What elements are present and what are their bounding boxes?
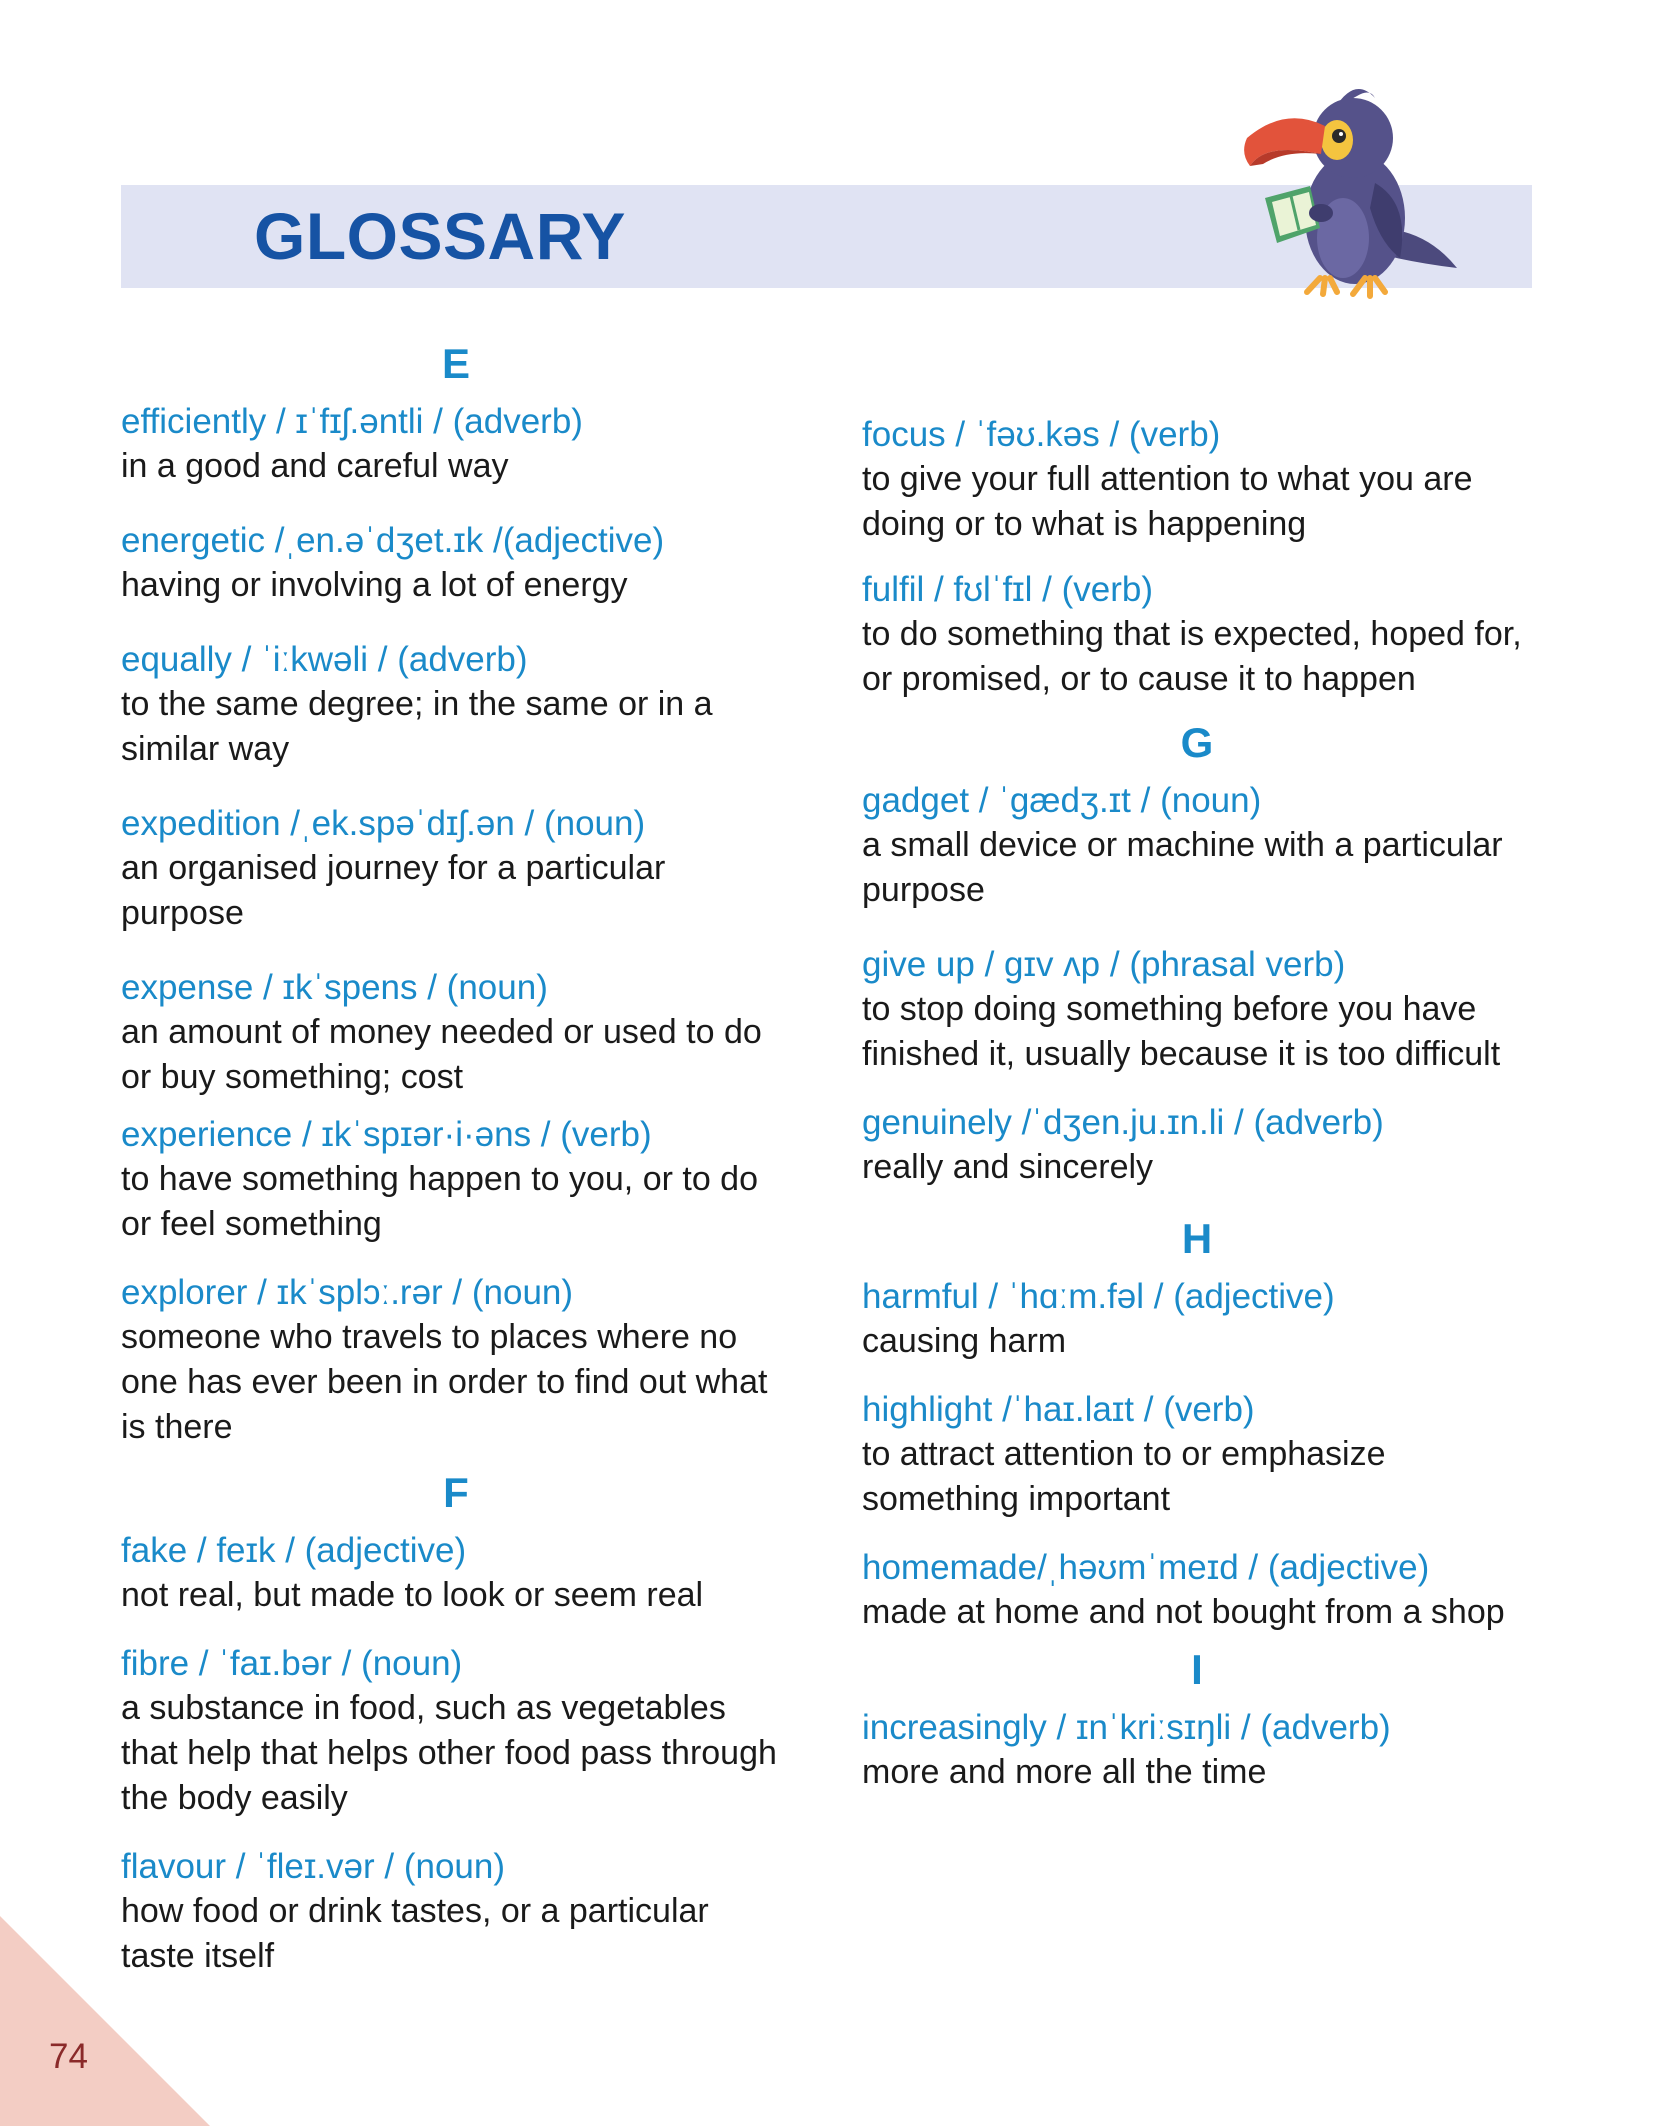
section-letter: H — [1181, 1215, 1213, 1262]
glossary-entry — [862, 1387, 1532, 1522]
section-letter: G — [1180, 719, 1214, 766]
entry-definition: to do something that is expected, hoped for, or promised, or to cause it to happen — [862, 615, 1522, 698]
entry-term: genuinely /ˈdʒen.ju.ɪn.li / (adverb) — [862, 1103, 1384, 1142]
section-letter: F — [443, 1469, 469, 1516]
glossary-column-left — [121, 335, 791, 1979]
glossary-entry — [862, 942, 1532, 1077]
section-letter: E — [441, 340, 470, 387]
entry-term: explorer / ɪkˈsplɔː.rər / (noun) — [121, 1273, 574, 1312]
entry-term: flavour / ˈfleɪ.vər / (noun) — [121, 1847, 505, 1886]
entry-definition: in a good and careful way — [121, 447, 509, 485]
toucan-reading-icon — [1225, 78, 1470, 300]
glossary-entry — [862, 1100, 1532, 1190]
entry-definition: to the same degree; in the same or in a similar way — [121, 685, 713, 768]
entry-term: gadget / ˈɡædʒ.ɪt / (noun) — [862, 781, 1262, 820]
entry-term: efficiently / ɪˈfɪʃ.əntli / (adverb) — [121, 402, 583, 441]
entry-definition: having or involving a lot of energy — [121, 566, 628, 604]
page-title: GLOSSARY — [254, 199, 626, 273]
entry-definition: causing harm — [862, 1322, 1067, 1360]
entry-definition: a substance in food, such as vegetables that help that helps other food pass through the body easily — [121, 1689, 777, 1817]
glossary-entry — [121, 1112, 791, 1247]
entry-term: harmful / ˈhɑːm.fəl / (adjective) — [862, 1277, 1335, 1316]
glossary-entry — [121, 1270, 791, 1450]
entry-definition: an amount of money needed or used to do or buy something; cost — [121, 1013, 762, 1096]
glossary-entry — [121, 1641, 791, 1821]
entry-term: fulfil / fʊlˈfɪl / (verb) — [862, 570, 1153, 609]
glossary-entry — [862, 778, 1532, 913]
entry-term: give up / ɡɪv ʌp / (phrasal verb) — [862, 945, 1346, 984]
glossary-entry — [862, 1274, 1532, 1364]
glossary-entry — [121, 637, 791, 772]
entry-definition: to give your full attention to what you are doing or to what is happening — [862, 460, 1473, 543]
glossary-entry — [121, 965, 791, 1100]
entry-definition: made at home and not bought from a shop — [862, 1593, 1505, 1631]
entry-term: fake / feɪk / (adjective) — [121, 1531, 467, 1570]
entry-term: highlight /ˈhaɪ.laɪt / (verb) — [862, 1390, 1255, 1429]
glossary-entry — [862, 412, 1532, 547]
entry-term: energetic /ˌen.əˈdʒet.ɪk /(adjective) — [121, 521, 665, 560]
entry-term: fibre / ˈfaɪ.bər / (noun) — [121, 1644, 463, 1683]
page-number: 74 — [49, 2037, 88, 2076]
glossary-entry — [121, 399, 791, 489]
entry-definition: how food or drink tastes, or a particular taste itself — [121, 1892, 709, 1975]
entry-definition: someone who travels to places where no one has ever been in order to find out what is there — [121, 1318, 768, 1446]
entry-definition: to have something happen to you, or to do or feel something — [121, 1160, 759, 1243]
entry-term: expense / ɪkˈspens / (noun) — [121, 968, 548, 1007]
entry-definition: to attract attention to or emphasize something important — [862, 1435, 1386, 1518]
glossary-entry — [121, 801, 791, 936]
entry-term: increasingly / ɪnˈkriːsɪŋli / (adverb) — [862, 1708, 1391, 1747]
entry-term: expedition /ˌek.spəˈdɪʃ.ən / (noun) — [121, 804, 646, 843]
glossary-entry — [121, 1844, 791, 1979]
entry-definition: an organised journey for a particular purpose — [121, 849, 666, 932]
entry-term: focus / ˈfəʊ.kəs / (verb) — [862, 415, 1221, 454]
entry-definition: really and sincerely — [862, 1148, 1154, 1186]
entry-definition: more and more all the time — [862, 1753, 1267, 1791]
glossary-entry — [121, 518, 791, 608]
glossary-entry — [862, 1705, 1532, 1795]
entry-term: homemade/ˌhəʊmˈmeɪd / (adjective) — [862, 1548, 1430, 1587]
section-letter: I — [1191, 1646, 1203, 1693]
entry-term: experience / ɪkˈspɪər·i·əns / (verb) — [121, 1115, 652, 1154]
glossary-entry — [121, 1528, 791, 1618]
entry-definition: not real, but made to look or seem real — [121, 1576, 704, 1614]
entry-term: equally / ˈiːkwəli / (adverb) — [121, 640, 528, 679]
glossary-entry — [862, 1545, 1532, 1635]
entry-definition: a small device or machine with a particular purpose — [862, 826, 1503, 909]
corner-decoration — [0, 1916, 210, 2126]
entry-definition: to stop doing something before you have finished it, usually because it is too difficult — [862, 990, 1501, 1073]
glossary-column-right — [862, 412, 1532, 1795]
glossary-entry — [862, 567, 1532, 702]
